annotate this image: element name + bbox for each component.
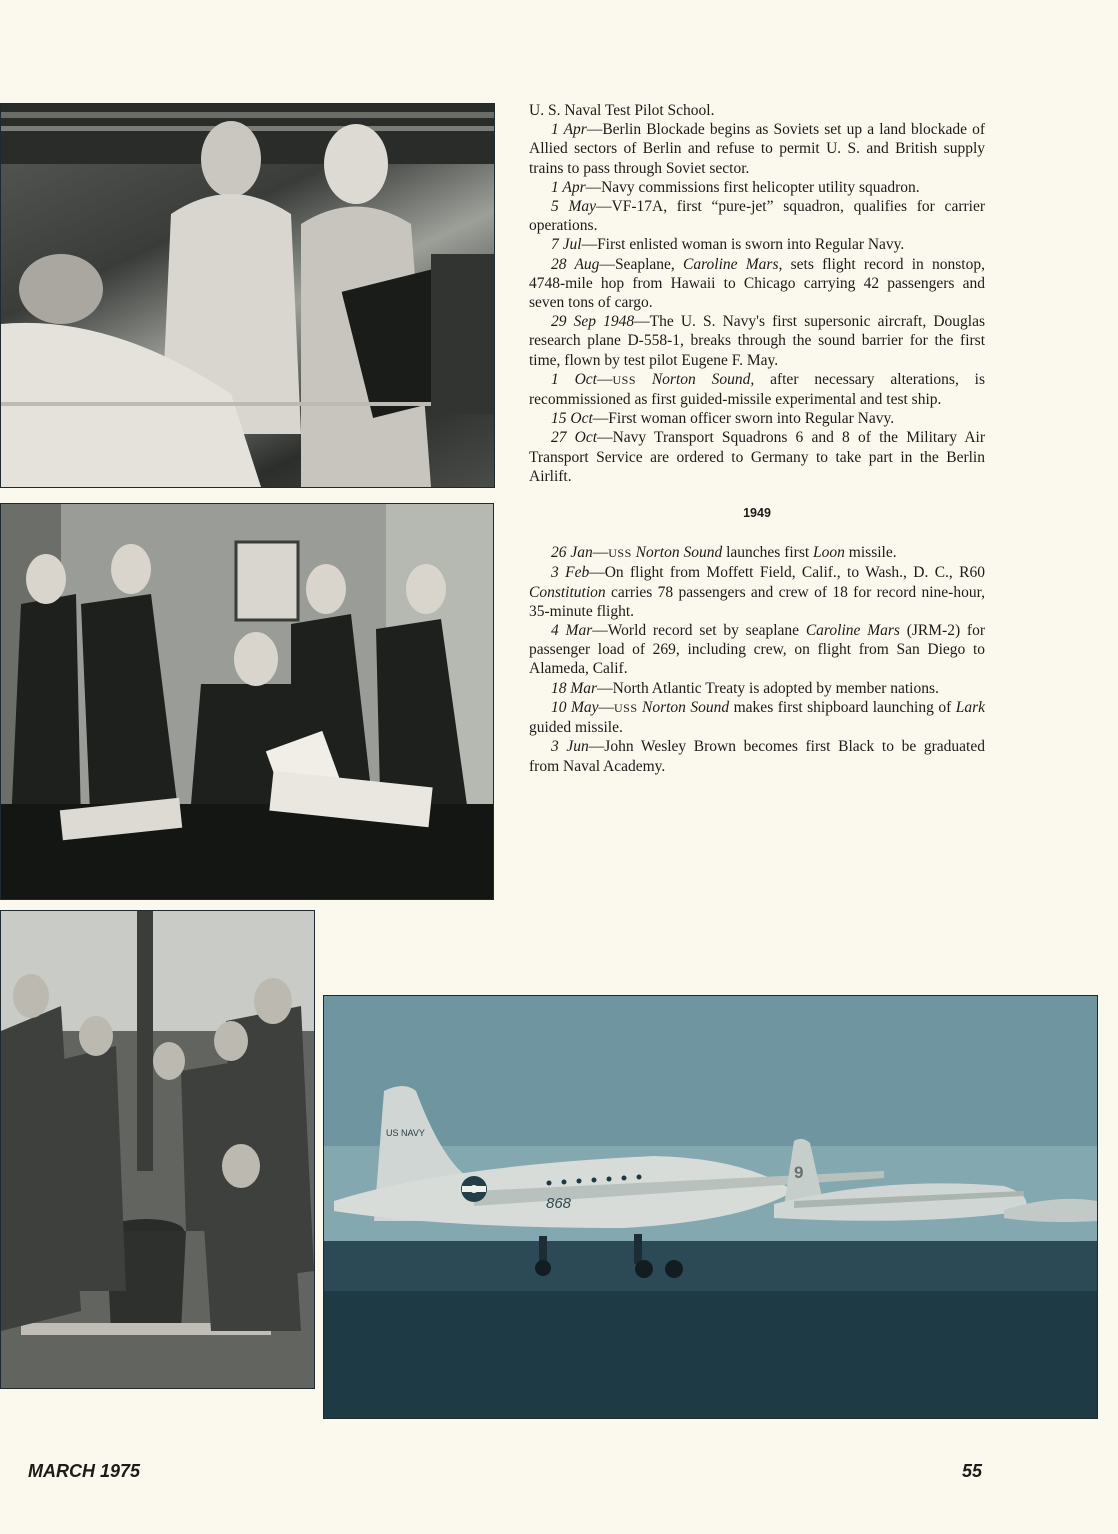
entry-date: 27 Oct	[551, 429, 598, 447]
entry-sound-barrier: 29 Sep 1948—The U. S. Navy's first supersonic aircraft, Douglas research plane D-558-1, breaks through the sound barrier for the first time, flown by test pilot Eugene F. May.	[529, 313, 985, 369]
entry-caroline-mars-1948: 28 Aug—Seaplane, Caroline Mars, sets flight record in nonstop, 4748-mile hop from Hawaii to Chicago carrying 42 passengers and seven tons of cargo.	[529, 255, 985, 312]
footer-issue-date: MARCH 1975	[28, 1461, 141, 1481]
entry-date: 10 May	[551, 698, 599, 716]
entry-lark-missile: 10 May—USS Norton Sound makes first shipboard launching of Lark guided missile.	[529, 698, 985, 737]
transport-aircraft-photo	[323, 995, 1098, 1419]
entry-date: 1 Oct	[551, 370, 597, 388]
entry-date: 29 Sep 1948	[551, 313, 635, 331]
entry-woman-officer: 15 Oct—First woman officer sworn into Regular Navy.	[551, 410, 895, 428]
entry-date: 1 Apr	[551, 121, 587, 139]
entry-naval-test-pilot-school: U. S. Naval Test Pilot School.	[529, 102, 715, 119]
entry-john-wesley-brown: 3 Jun—John Wesley Brown becomes first Black to be graduated from Naval Academy.	[529, 738, 985, 775]
entry-date: 18 Mar	[551, 679, 598, 697]
entry-berlin-blockade: 1 Apr—Berlin Blockade begins as Soviets set up a land blockade of Allied sectors of Berlin and refuse to permit U. S. and British supply trains to pass through Soviet sector.	[529, 121, 985, 177]
svg-text:9: 9	[794, 1163, 804, 1182]
entry-date: 15 Oct	[551, 410, 593, 428]
entry-nato: 18 Mar—North Atlantic Treaty is adopted by member nations.	[551, 679, 939, 697]
svg-text:US NAVY: US NAVY	[386, 1128, 425, 1138]
entry-date: 26 Jan	[551, 544, 593, 562]
entry-helicopter-squadron: 1 Apr—Navy commissions first helicopter utility squadron.	[551, 178, 920, 196]
entry-enlisted-woman: 7 Jul—First enlisted woman is sworn into Regular Navy.	[551, 236, 905, 254]
entry-vf17a: 5 May—VF-17A, first “pure-jet” squadron, qualifies for carrier operations.	[529, 198, 985, 235]
entry-date: 1 Apr	[551, 178, 586, 196]
entry-date: 3 Jun	[551, 738, 589, 756]
entry-norton-sound-recommissioned: 1 Oct—USS Norton Sound, after necessary alterations, is recommissioned as first guided-missile experimental and test ship.	[529, 370, 986, 409]
nurse-with-patient-photo	[0, 103, 495, 488]
year-heading: 1949	[743, 506, 771, 521]
entry-date: 7 Jul	[551, 236, 582, 254]
men-around-stove-photo	[0, 910, 315, 1389]
svg-text:868: 868	[546, 1195, 572, 1212]
entry-date: 4 Mar	[551, 622, 593, 640]
entry-constitution-flight: 3 Feb—On flight from Moffett Field, Calif., to Wash., D. C., R60 Constitution carries 78 passengers and crew of 18 for record nine-hour, 35-minute flight.	[529, 564, 985, 620]
entry-loon-missile: 26 Jan—USS Norton Sound launches first Loon missile.	[551, 544, 897, 562]
women-officers-photo	[0, 503, 494, 900]
chronology-text	[529, 101, 985, 776]
entry-caroline-mars-1949: 4 Mar—World record set by seaplane Caroline Mars (JRM-2) for passenger load of 269, including crew, on flight from San Diego to Alameda, Calif.	[529, 622, 986, 678]
entry-berlin-airlift: 27 Oct—Navy Transport Squadrons 6 and 8 of the Military Air Transport Service are ordered to Germany to take part in the Berlin Airlift.	[529, 429, 985, 485]
page-number: 55	[962, 1461, 983, 1481]
entry-date: 3 Feb	[551, 564, 590, 582]
entry-date: 28 Aug	[551, 255, 600, 273]
entry-date: 5 May	[551, 198, 597, 216]
